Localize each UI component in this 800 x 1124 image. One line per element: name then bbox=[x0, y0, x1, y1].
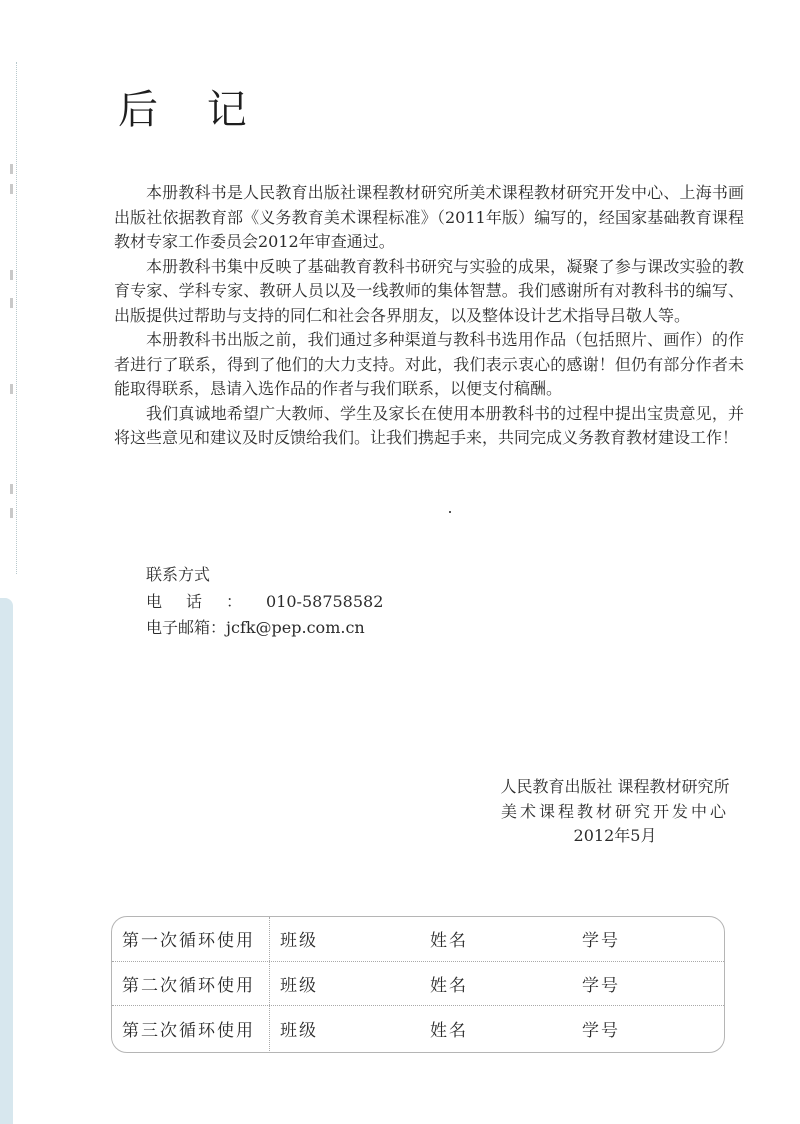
binding-tick bbox=[10, 164, 13, 174]
contact-block bbox=[146, 562, 383, 642]
table-row bbox=[112, 1006, 724, 1051]
class-field: 班级 bbox=[280, 975, 318, 996]
class-field: 班级 bbox=[280, 1020, 318, 1041]
binding-tick bbox=[10, 384, 13, 394]
name-field: 姓名 bbox=[430, 1020, 468, 1041]
student-id-field: 学号 bbox=[582, 931, 620, 952]
paragraph: 本册教科书出版之前，我们通过多种渠道与教科书选用作品（包括照片、画作）的作者进行了联系，得到了他们的大力支持。对此，我们表示衷心的感谢！但仍有部分作者未能取得联系，恳请入选作品的作者与我们联系，以便支付稿酬。 bbox=[114, 330, 744, 398]
table-row bbox=[112, 917, 724, 962]
cycle-label: 第一次循环使用 bbox=[112, 917, 270, 961]
binding-tick bbox=[10, 484, 13, 494]
paragraph: 本册教科书集中反映了基础教育教科书研究与实验的成果，凝聚了参与课改实验的教育专家、学科专家、教研人员以及一线教师的集体智慧。我们感谢所有对教科书的编写、出版提供过帮助与支持的同仁和社会各界朋友，以及整体设计艺术指导吕敬人等。 bbox=[114, 256, 744, 325]
table-row bbox=[112, 962, 724, 1007]
name-field: 姓名 bbox=[430, 931, 468, 952]
cycle-label: 第三次循环使用 bbox=[112, 1006, 270, 1051]
cycle-label: 第二次循环使用 bbox=[112, 962, 270, 1006]
contact-phone-row bbox=[146, 589, 383, 616]
binding-tick bbox=[10, 184, 13, 194]
email-address: jcfk@pep.com.cn bbox=[226, 618, 365, 637]
binding-tick bbox=[10, 298, 13, 308]
scan-speck bbox=[449, 511, 451, 513]
signature-line-2: 美术课程教材研究开发中心 bbox=[500, 801, 729, 821]
usage-record-table bbox=[111, 916, 725, 1053]
contact-heading: 联系方式 bbox=[146, 565, 211, 584]
publisher-signature bbox=[470, 775, 760, 849]
name-field: 姓名 bbox=[430, 975, 468, 996]
binding-edge-decoration bbox=[4, 62, 17, 574]
page-edge-tab bbox=[0, 598, 13, 1124]
binding-tick bbox=[10, 508, 13, 518]
student-id-field: 学号 bbox=[582, 1020, 620, 1041]
email-label: 电子邮箱： bbox=[146, 618, 227, 637]
signature-line-1: 人民教育出版社 课程教材研究所 bbox=[500, 777, 730, 796]
binding-tick bbox=[10, 270, 13, 280]
phone-number: 010-58758582 bbox=[266, 591, 384, 611]
paragraph: 本册教科书是人民教育出版社课程教材研究所美术课程教材研究开发中心、上海书画出版社依据教育部《义务教育美术课程标准》（2011年版）编写的，经国家基础教育课程教材专家工作委员会2012年审查通过。 bbox=[114, 183, 744, 251]
contact-email-row bbox=[146, 615, 383, 642]
class-field: 班级 bbox=[280, 931, 318, 952]
student-id-field: 学号 bbox=[582, 975, 620, 996]
phone-label: 电话： bbox=[146, 591, 267, 611]
page-title: 后 记 bbox=[118, 87, 265, 133]
paragraph: 我们真诚地希望广大教师、学生及家长在使用本册教科书的过程中提出宝贵意见，并将这些意见和建议及时反馈给我们。让我们携起手来，共同完成义务教育教材建设工作！ bbox=[114, 403, 744, 447]
signature-date: 2012年5月 bbox=[573, 826, 657, 845]
afterword-body bbox=[114, 181, 744, 451]
